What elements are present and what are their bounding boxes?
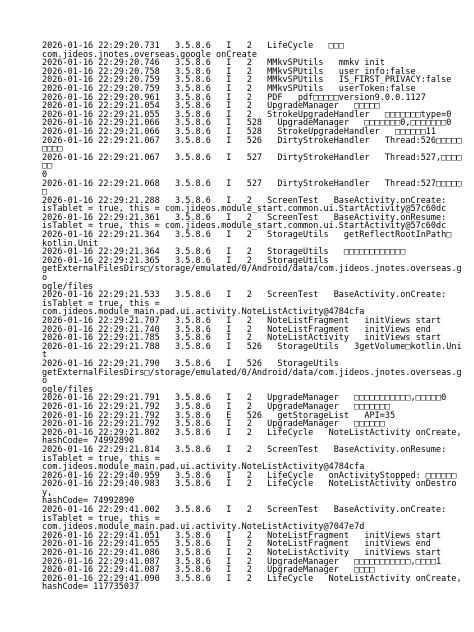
log-line: 2026-01-16 22:29:21.365 3.5.8.6 I 2 StorageUtils [42, 255, 329, 266]
log-line: 2026-01-16 22:29:21.792 3.5.8.6 I 2 UpgradeManager □□□□□□ [42, 419, 385, 430]
log-line: isTablet = true, this = com.jideos.module_start.common.ui.StartActivity@57c60dc [42, 221, 447, 232]
log-line: 2026-01-16 22:29:21.364 3.5.8.6 I 2 StorageUtils getReflectRootInPath□ [42, 230, 452, 241]
log-line: com.jideos.jnotes.overseas.google onCreate [42, 49, 257, 60]
log-line: 2026-01-16 22:29:41.090 3.5.8.6 I 2 LifeCycle NoteListActivity onCreate, [42, 573, 462, 584]
log-line: getExternalFilesDirs□/storage/emulated/0/Android/data/com.jideos.jnotes.overseas.go [42, 367, 462, 387]
log-line: 2026-01-16 22:29:21.054 3.5.8.6 I 2 UpgradeManager □□□□□ [42, 101, 380, 112]
log-line: 2026-01-16 22:29:21.814 3.5.8.6 I 2 ScreenTest BaseActivity.onResume: [42, 444, 447, 455]
log-line: 2026-01-16 22:29:21.791 3.5.8.6 I 2 UpgradeManager □□□□□□□□□□□,□□□□□0 [42, 393, 447, 404]
log-line: 2026-01-16 22:29:40.959 3.5.8.6 I 2 LifeCycle onActivityStopped: □□□□□□ [42, 470, 457, 481]
log-line: 2026-01-16 22:29:20.731 3.5.8.6 I 2 LifeCycle □□□ [42, 41, 344, 51]
log-line: 2026-01-16 22:29:20.759 3.5.8.6 I 2 MMkvSPUtils IS_FIRST_PRIVACY:false [42, 75, 452, 86]
log-line: isTablet = true, this = [42, 453, 160, 464]
log-line: 2026-01-16 22:29:41.002 3.5.8.6 I 2 ScreenTest BaseActivity.onCreate: [42, 505, 447, 516]
log-line: □ [42, 187, 48, 198]
log-line: hashCode= 74992890 [42, 436, 135, 447]
log-line: 2026-01-16 22:29:21.067 3.5.8.6 I 527 DirtyStrokeHandler Thread:527,□□□□□□ [42, 152, 462, 172]
log-line: 2026-01-16 22:29:21.802 3.5.8.6 I 2 LifeCycle NoteListActivity onCreate, [42, 427, 462, 438]
log-line: 0 [42, 169, 48, 180]
log-line: getExternalFilesDirs□/storage/emulated/0/Android/data/com.jideos.jnotes.overseas.go [42, 264, 462, 284]
log-line: 2026-01-16 22:29:21.740 3.5.8.6 I 2 NoteListFragment initViews end [42, 324, 431, 335]
log-line: com.jideos.module_main.pad.ui.activity.NoteListActivity@4784cfa [42, 462, 365, 473]
log-line: ogle/files [42, 384, 94, 395]
log-line: hashCode= 74992890 [42, 496, 135, 507]
log-line: 2026-01-16 22:29:21.068 3.5.8.6 I 527 DirtyStrokeHandler Thread:527□□□□□ [42, 178, 462, 189]
log-line: ogle/files [42, 281, 94, 292]
log-lines [42, 42, 462, 592]
log-line: com.jideos.module_main.pad.ui.activity.NoteListActivity@4784cfa [42, 307, 365, 318]
log-line: hashCode= 117735037 [42, 582, 140, 593]
log-line: 2026-01-16 22:29:21.792 3.5.8.6 I 2 UpgradeManager □□□□□□□ [42, 401, 390, 412]
log-line: 2026-01-16 22:29:21.792 3.5.8.6 E 526 getStorageList API=35 [42, 410, 396, 421]
log-line: 2026-01-16 22:29:41.087 3.5.8.6 I 2 UpgradeManager □□□□ [42, 565, 375, 576]
log-line: isTablet = true, this = [42, 513, 160, 524]
log-line: 2026-01-16 22:29:21.707 3.5.8.6 I 2 NoteListFragment initViews start [42, 316, 442, 326]
log-line: 2026-01-16 22:29:20.746 3.5.8.6 I 2 MMkvSPUtils mmkv init [42, 58, 385, 69]
log-line: isTablet = true, this = [42, 298, 160, 309]
log-line: 2026-01-16 22:29:20.759 3.5.8.6 I 2 MMkvSPUtils userToken:false [42, 83, 416, 94]
log-line: isTablet = true, this = com.jideos.module_start.common.ui.StartActivity@57c60dc [42, 204, 447, 215]
log-line: 2026-01-16 22:29:21.067 3.5.8.6 I 526 DirtyStrokeHandler Thread:526□□□□□ [42, 135, 462, 146]
log-line: 2026-01-16 22:29:21.066 3.5.8.6 I 528 StrokeUpgradeHandler □□□□□□11 [42, 126, 437, 137]
log-line: □□□□ [42, 144, 63, 155]
log-line: 2026-01-16 22:29:21.364 3.5.8.6 I 2 StorageUtils □□□□□□□□□□□□ [42, 247, 406, 258]
log-line: 2026-01-16 22:29:21.066 3.5.8.6 I 528 UpgradeManager □□□□□□□0,□□□□□□□0 [42, 118, 452, 129]
log-line: 2026-01-16 22:29:21.361 3.5.8.6 I 2 ScreenTest BaseActivity.onResume: [42, 212, 447, 223]
log-line: 2026-01-16 22:29:41.087 3.5.8.6 I 2 UpgradeManager □□□□□□□□□□□,□□□□1 [42, 556, 442, 567]
log-line: 2026-01-16 22:29:21.785 3.5.8.6 I 2 NoteListActivity initViews start [42, 333, 442, 344]
log-line: com.jideos.module_main.pad.ui.activity.NoteListActivity@7047e7d [42, 522, 365, 533]
log-line: 2026-01-16 22:29:21.788 3.5.8.6 I 526 StorageUtils 3getVolume□kotlin.Unit [42, 341, 462, 361]
log-line: kotlin.Unit [42, 238, 99, 249]
log-line: 2026-01-16 22:29:21.533 3.5.8.6 I 2 ScreenTest BaseActivity.onCreate: [42, 290, 447, 301]
log-line: 2026-01-16 22:29:20.758 3.5.8.6 I 2 MMkvSPUtils user_info:false [42, 66, 416, 77]
log-line: 2026-01-16 22:29:21.288 3.5.8.6 I 2 ScreenTest BaseActivity.onCreate: [42, 195, 447, 206]
log-line: 2026-01-16 22:29:41.055 3.5.8.6 I 2 NoteListFragment initViews end [42, 539, 431, 550]
log-line: 2026-01-16 22:29:41.051 3.5.8.6 I 2 NoteListFragment initViews start [42, 530, 442, 541]
log-line: 2026-01-16 22:29:21.055 3.5.8.6 I 2 StrokeUpgradeHandler □□□□□□□type=0 [42, 109, 452, 120]
log-line: 2026-01-16 22:29:40.983 3.5.8.6 I 2 LifeCycle NoteListActivity onDestroy, [42, 479, 457, 498]
log-line: 2026-01-16 22:29:20.961 3.5.8.6 I 2 PDF pdf□□□□□version9.0.0.1127 [42, 92, 426, 103]
log-line: 2026-01-16 22:29:21.790 3.5.8.6 I 526 StorageUtils [42, 358, 339, 369]
log-line: 2026-01-16 22:29:41.086 3.5.8.6 I 2 NoteListActivity initViews start [42, 548, 442, 559]
